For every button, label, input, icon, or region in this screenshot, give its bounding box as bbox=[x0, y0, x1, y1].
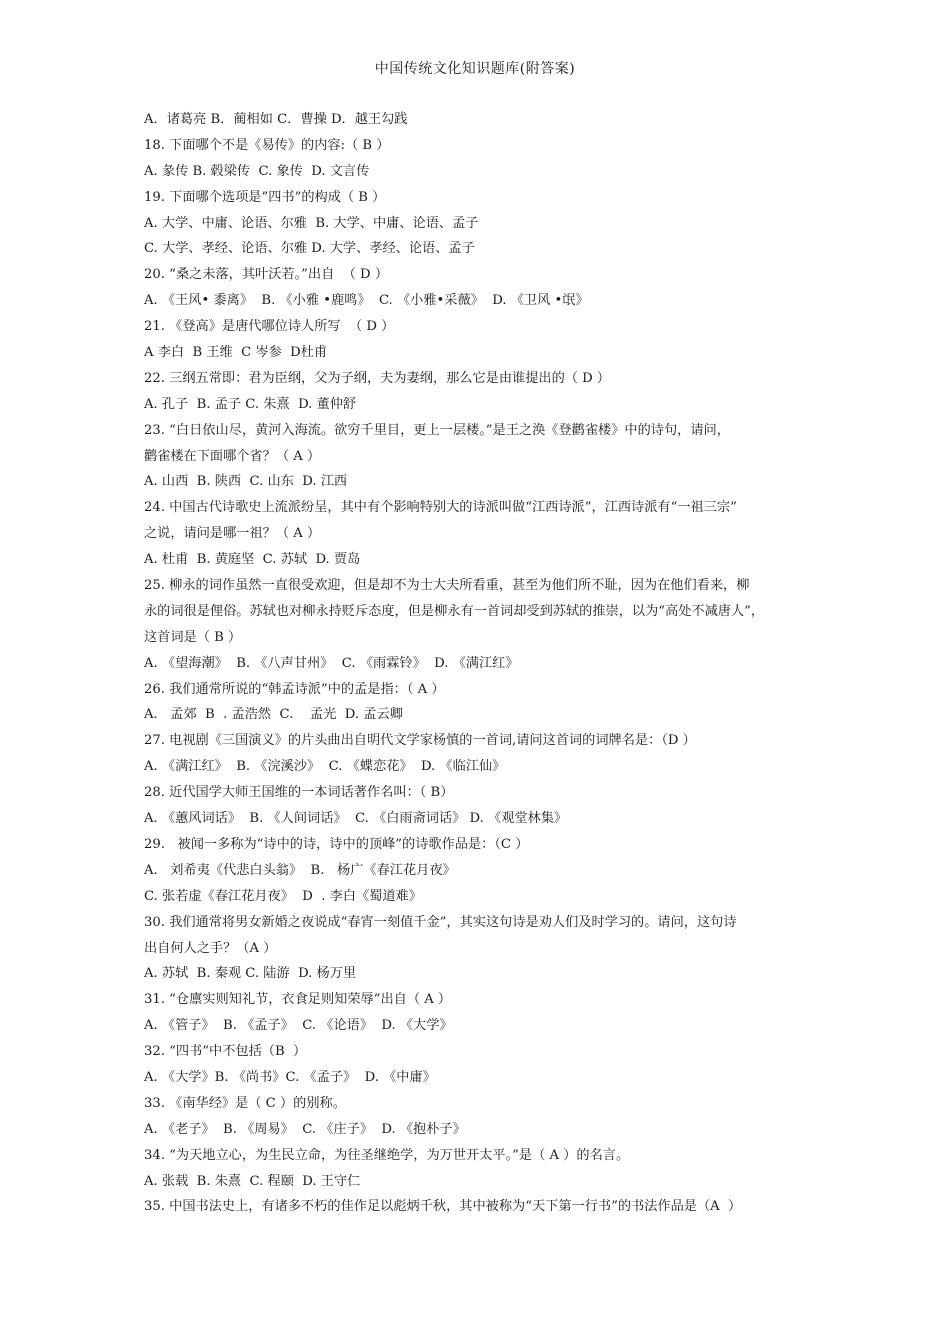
text-line: 22. 三纲五常即：君为臣纲，父为子纲，夫为妻纲，那么它是由谁提出的（ D ） bbox=[144, 370, 611, 386]
text-line: 34. “为天地立心，为生民立命，为往圣继绝学，为万世开太平。”是（ A ）的名言。 bbox=[144, 1147, 630, 1163]
text-line: 30. 我们通常将男女新婚之夜说成“春宵一刻值千金”，其实这句诗是劝人们及时学习的。请问，这句诗 bbox=[144, 914, 737, 930]
text-line: A. 《大学》B. 《尚书》C. 《孟子》 D. 《中庸》 bbox=[144, 1069, 436, 1085]
text-line: A. 《老子》 B. 《周易》 C. 《庄子》 D. 《抱朴子》 bbox=[144, 1121, 466, 1137]
text-line: C. 张若虚《春江花月夜》 D . 李白《蜀道难》 bbox=[144, 888, 422, 904]
text-line: A．诸葛亮 B．蔺相如 C．曹操 D．越王勾践 bbox=[144, 112, 408, 127]
text-line: 23. “白日依山尽，黄河入海流。欲穷千里目，更上一层楼。”是王之涣《登鹳雀楼》中的诗句，请问， bbox=[144, 422, 730, 438]
text-line: 19. 下面哪个选项是”四书”的构成（ B ） bbox=[144, 189, 386, 205]
text-line: 25. 柳永的词作虽然一直很受欢迎，但是却不为士大夫所看重，甚至为他们所不耻，因为在他们看来，柳 bbox=[144, 578, 750, 594]
text-line: A. 孔子 B. 孟子 C. 朱熹 D. 董仲舒 bbox=[144, 396, 357, 412]
text-line: A. 《蕙风词话》 B. 《人间词话》 C. 《白雨斋词话》 D. 《观堂林集》 bbox=[144, 811, 568, 827]
question-list bbox=[144, 107, 824, 1220]
text-line: 20. “桑之未落，其叶沃若。”出自 （ D ） bbox=[144, 267, 389, 283]
text-line: 鹳雀楼在下面哪个省？（ A ） bbox=[144, 448, 321, 464]
text-line: A 李白 B 王维 C 岑参 D杜甫 bbox=[144, 345, 328, 361]
text-line: A. 彖传 B. 毂梁传 C. 象传 D. 文言传 bbox=[144, 163, 370, 179]
text-line: A. 《王风• 黍离》 B. 《小雅 •鹿鸣》 C. 《小雅•采薇》 D. 《卫风 •氓》 bbox=[144, 293, 589, 309]
page-header-title: 中国传统文化知识题库(附答案) bbox=[374, 61, 576, 77]
text-line: 26. 我们通常所说的“韩孟诗派”中的孟是指：（ A ） bbox=[144, 681, 445, 697]
text-line: A. 孟郊 B . 孟浩然 C. 孟光 D. 孟云卿 bbox=[144, 707, 403, 723]
text-line: 之说，请问是哪一祖？（ A ） bbox=[144, 526, 321, 542]
text-line: 31. “仓廪实则知礼节，衣食足则知荣辱”出自（ A ） bbox=[144, 992, 452, 1008]
text-line: 这首词是（ B ） bbox=[144, 629, 242, 645]
text-line: 33. 《南华经》是（ C ）的别称。 bbox=[144, 1095, 346, 1111]
text-line: 18. 下面哪个不是《易传》的内容:（ B ） bbox=[144, 137, 390, 153]
text-line: A. 《望海潮》 B. 《八声甘州》 C. 《雨霖铃》 D. 《满江红》 bbox=[144, 655, 519, 671]
text-line: 29. 被闻一多称为“诗中的诗，诗中的顶峰”的诗歌作品是：（C ） bbox=[144, 836, 529, 852]
text-line: A. 山西 B. 陕西 C. 山东 D. 江西 bbox=[144, 474, 348, 490]
text-line: A. 大学、中庸、论语、尔雅 B. 大学、中庸、论语、孟子 bbox=[144, 215, 479, 231]
text-line: A. 《管子》 B. 《孟子》 C. 《论语》 D. 《大学》 bbox=[144, 1018, 453, 1034]
text-line: A. 杜甫 B. 黄庭坚 C. 苏轼 D. 贾岛 bbox=[144, 552, 361, 568]
text-line: 永的词很是俚俗。苏轼也对柳永持贬斥态度，但是柳永有一首词却受到苏轼的推崇，以为“高处不减唐人”， bbox=[144, 603, 765, 619]
text-line: 32. “四书”中不包括（B ） bbox=[144, 1044, 307, 1060]
text-line: 28. 近代国学大师王国维的一本词话著作名叫：（ B） bbox=[144, 785, 454, 801]
text-line: A. 《满江红》 B. 《浣溪沙》 C. 《蝶恋花》 D. 《临江仙》 bbox=[144, 759, 506, 775]
text-line: 35. 中国书法史上，有诸多不朽的佳作足以彪炳千秋，其中被称为“天下第一行书”的书法作品是（A ） bbox=[144, 1199, 742, 1215]
text-line: 21. 《登高》是唐代哪位诗人所写 （ D ） bbox=[144, 319, 395, 335]
text-line: C. 大学、孝经、论语、尔雅 D. 大学、孝经、论语、孟子 bbox=[144, 241, 475, 257]
text-line: A. 刘希夷《代悲白头翁》 B. 杨广《春江花月夜》 bbox=[144, 862, 456, 878]
text-line: 27. 电视剧《三国演义》的片头曲出自明代文学家杨慎的一首词,请问这首词的词牌名是：（D ） bbox=[144, 733, 696, 749]
text-line: A. 张载 B. 朱熹 C. 程颐 D. 王守仁 bbox=[144, 1173, 361, 1189]
text-line: 24. 中国古代诗歌史上流派纷呈，其中有个影响特别大的诗派叫做“江西诗派”，江西诗派有“一祖三宗” bbox=[144, 500, 737, 516]
text-line: 出自何人之手？（A ） bbox=[144, 940, 277, 956]
text-line: A. 苏轼 B. 秦观 C. 陆游 D. 杨万里 bbox=[144, 966, 357, 982]
